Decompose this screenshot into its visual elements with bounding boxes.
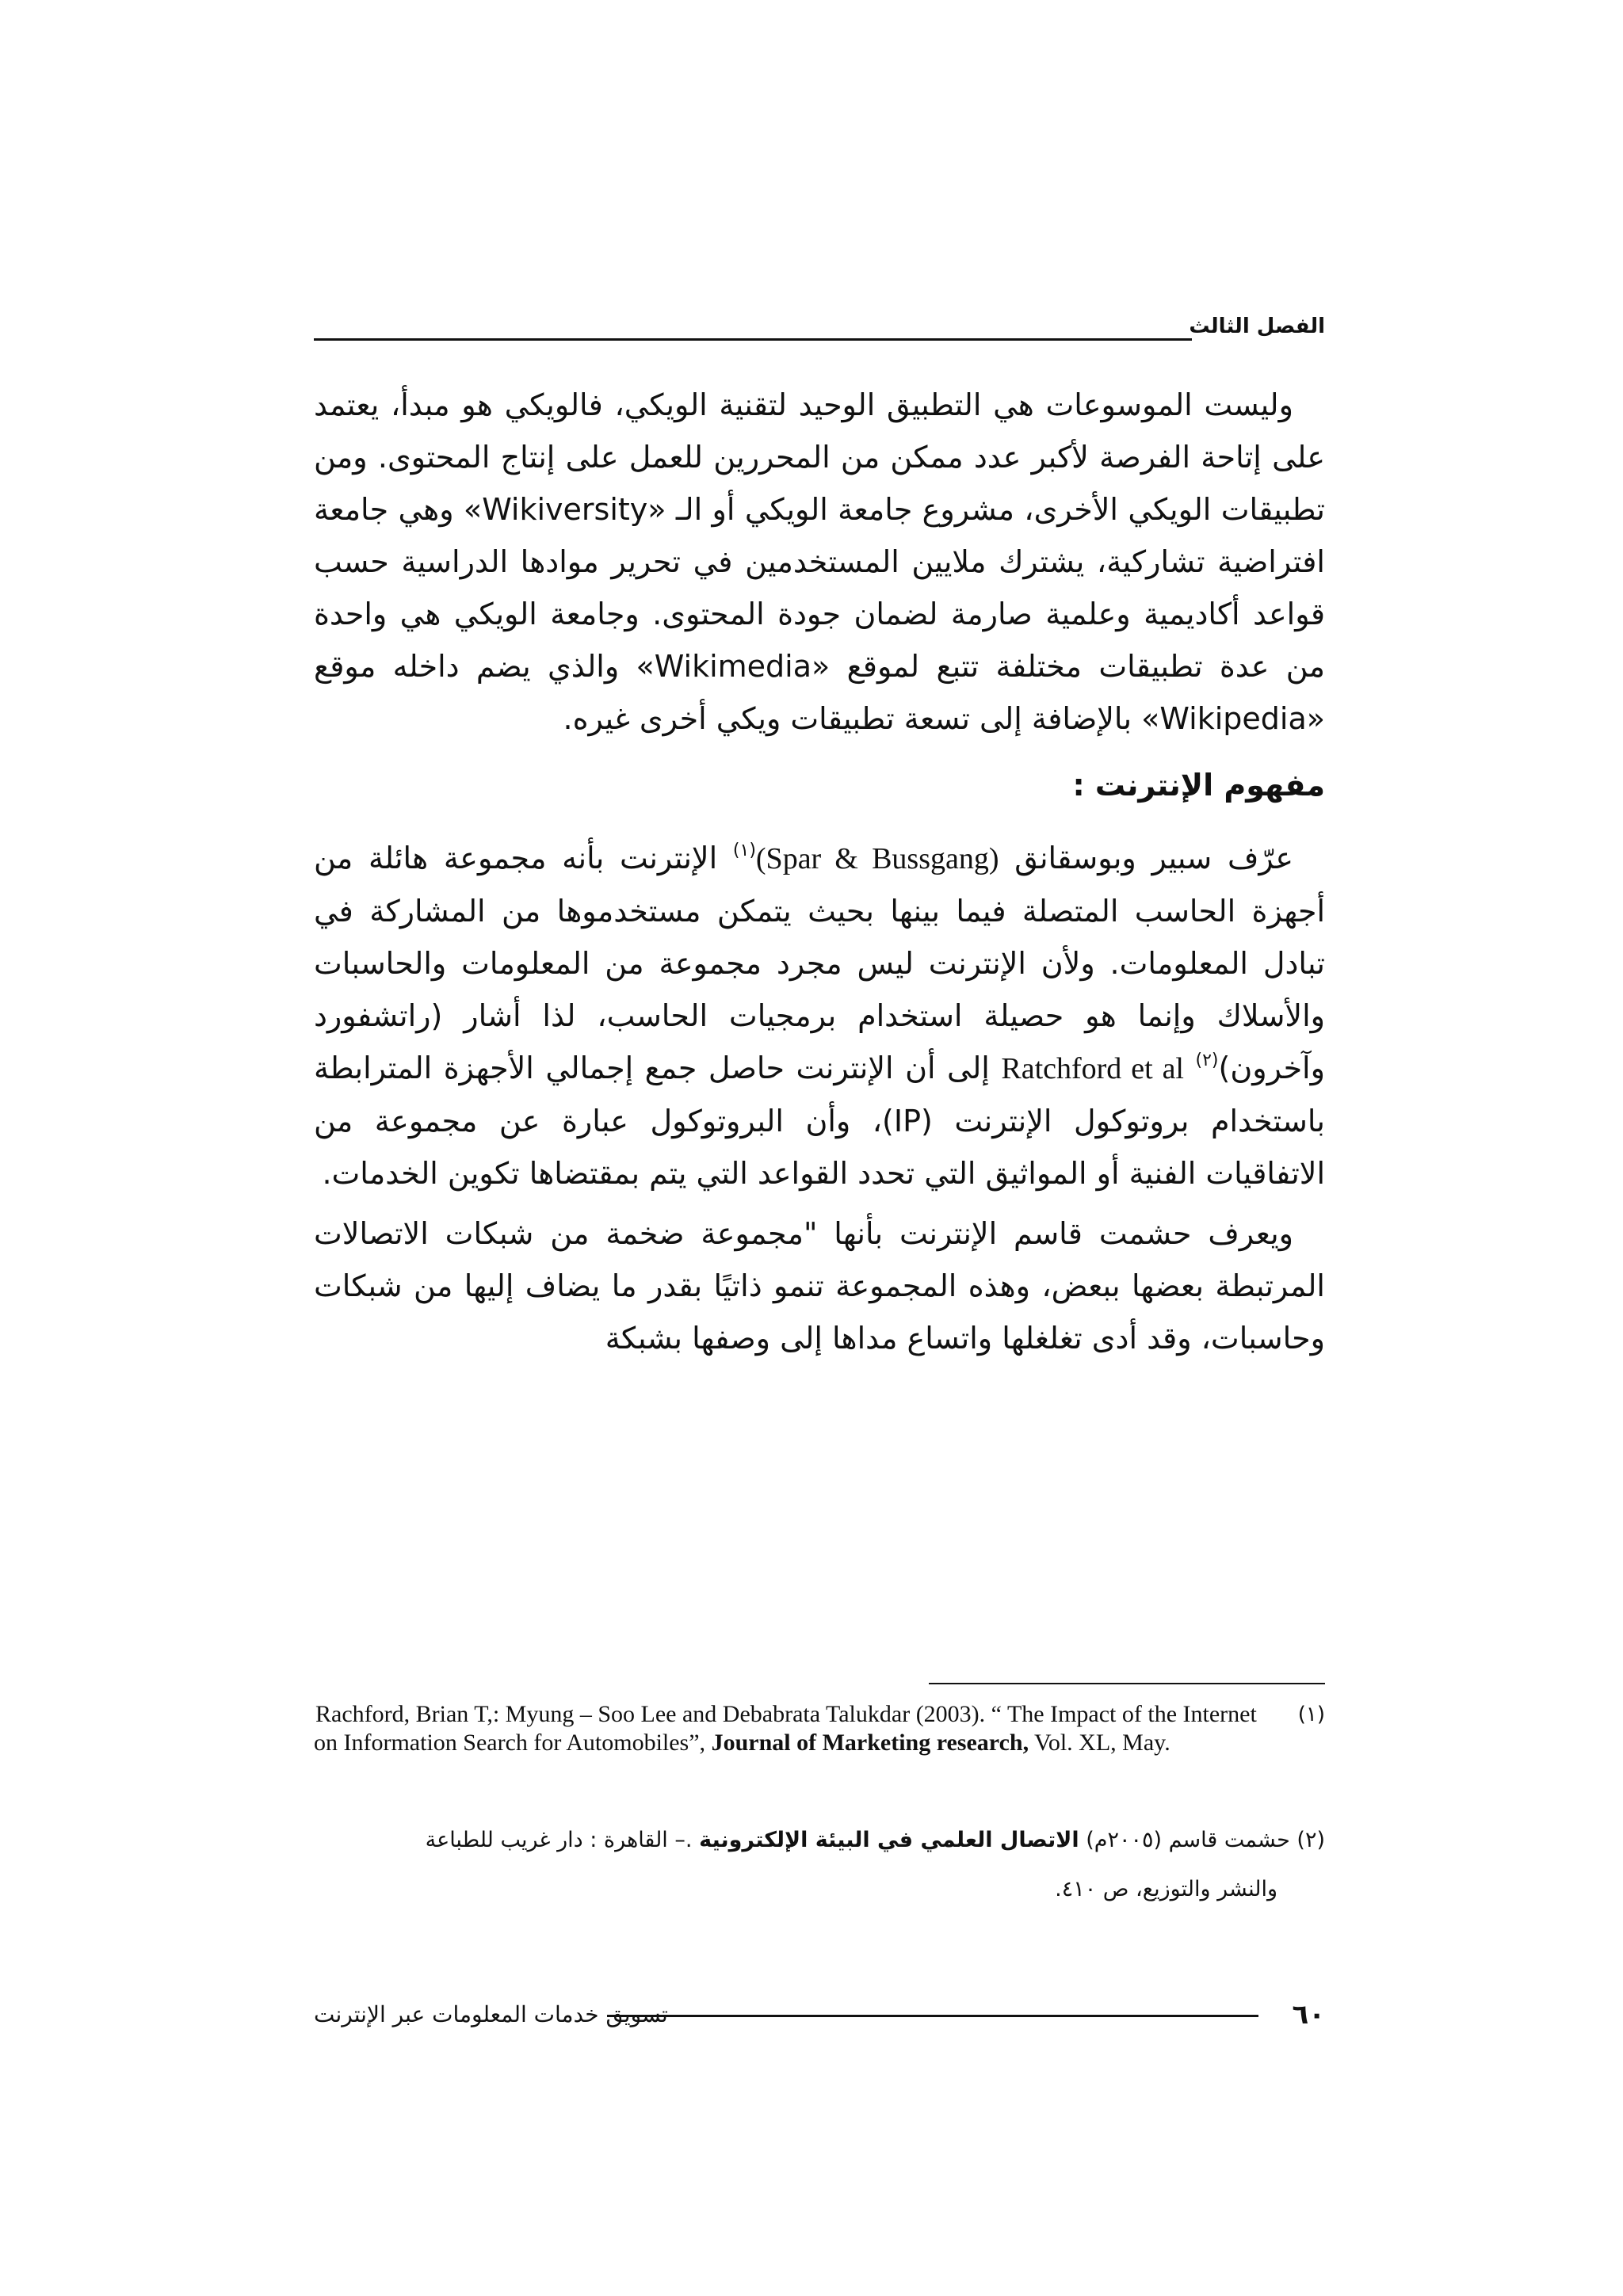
journal-title: Journal of Marketing research, <box>711 1730 1029 1756</box>
footnote-1 <box>314 1700 1325 1757</box>
footnote-2 <box>314 1816 1325 1914</box>
header-rule <box>314 338 1192 341</box>
text-segment: عرّف سبير وبوسقانق <box>1014 841 1293 875</box>
footnote-number: (٢) <box>1296 1828 1325 1852</box>
book-title: تسويق خدمات المعلومات عبر الإنترنت <box>314 2001 668 2027</box>
paragraph-internet-definition <box>314 832 1325 1199</box>
footnote-reference-1: (١) <box>732 841 756 860</box>
page-number: ٦٠ <box>1292 1999 1325 2031</box>
footnote-continuation: والنشر والتوزيع، ص ٤١٠. <box>1055 1877 1277 1901</box>
footer-rule <box>607 2015 1258 2017</box>
footnote-separator <box>929 1683 1325 1684</box>
book-citation-title: الاتصال العلمي في البيئة الإلكترونية <box>699 1828 1079 1852</box>
latin-citation: (Spar & Bussgang) <box>755 842 999 875</box>
footnote-text: حشمت قاسم (٢٠٠٥م) <box>1086 1828 1290 1852</box>
text-segment: الإنترنت بأنه مجموعة هائلة من أجهزة الحاسب المتصلة فيما بينها بحيث يتمكن مستخدموها من المشاركة في تبادل المعلومات. ولأن الإنترنت ليس مجرد مجموعة من المعلومات والحاسبات والأسلاك وإنما هو حصيلة استخدام برمجيات الحاسب، لذا أشار (راتشفورد وآخرون) <box>314 841 1325 1085</box>
body-text <box>314 379 1325 1364</box>
footnote-reference-2: (٢) <box>1195 1051 1219 1070</box>
section-heading-internet-concept: مفهوم الإنترنت : <box>1072 768 1325 803</box>
footnote-text: Vol. XL, May. <box>1034 1730 1170 1756</box>
chapter-title: الفصل الثالث <box>1189 315 1325 338</box>
footnote-body <box>314 1700 1285 1757</box>
footnote-number: (١) <box>1297 1703 1325 1726</box>
page-footer <box>314 1995 1325 2035</box>
footnote-text: Rachford, Brian T,: Myung – Soo Lee and Debabrata Talukdar (2003). “ The Impact of the Internet on Information Search for Automobiles”, <box>314 1701 1257 1756</box>
running-header <box>314 311 1325 349</box>
paragraph-wiki-applications: وليست الموسوعات هي التطبيق الوحيد لتقنية الويكي، فالويكي هو مبدأ، يعتمد على إتاحة الفرصة لأكبر عدد ممكن من المحررين للعمل على إنتاج المحتوى. ومن تطبيقات الويكي الأخرى، مشروع جامعة الويكي أو الـ «Wikiversity» وهي جامعة افتراضية تشاركية، يشترك ملايين المستخدمين في تحرير موادها الدراسية حسب قواعد أكاديمية وعلمية صارمة لضمان جودة المحتوى. وجامعة الويكي هي واحدة من عدة تطبيقات مختلفة تتبع لموقع «Wikimedia» والذي يضم داخله موقع «Wikipedia» بالإضافة إلى تسعة تطبيقات ويكي أخرى غيره. <box>314 387 1326 736</box>
latin-citation: Ratchford et al <box>1001 1052 1184 1085</box>
text-segment: إلى أن الإنترنت حاصل جمع إجمالي الأجهزة المترابطة باستخدام بروتوكول الإنترنت (IP)، وأن البروتوكول عبارة عن مجموعة من الاتفاقيات الفنية أو المواثيق التي تحدد القواعد التي يتم بمقتضاها تكوين الخدمات. <box>314 1051 1325 1191</box>
paragraph-hashmat-definition: ويعرف حشمت قاسم الإنترنت بأنها "مجموعة ضخمة من شبكات الاتصالات المرتبطة بعضها ببعض، وهذه المجموعة تنمو ذاتيًا بقدر ما يضاف إليها من شبكات وحاسبات، وقد أدى تغلغلها واتساع مداها إلى وصفها بشبكة <box>314 1216 1325 1356</box>
footnote-text: .– القاهرة : دار غريب للطباعة <box>425 1828 693 1852</box>
